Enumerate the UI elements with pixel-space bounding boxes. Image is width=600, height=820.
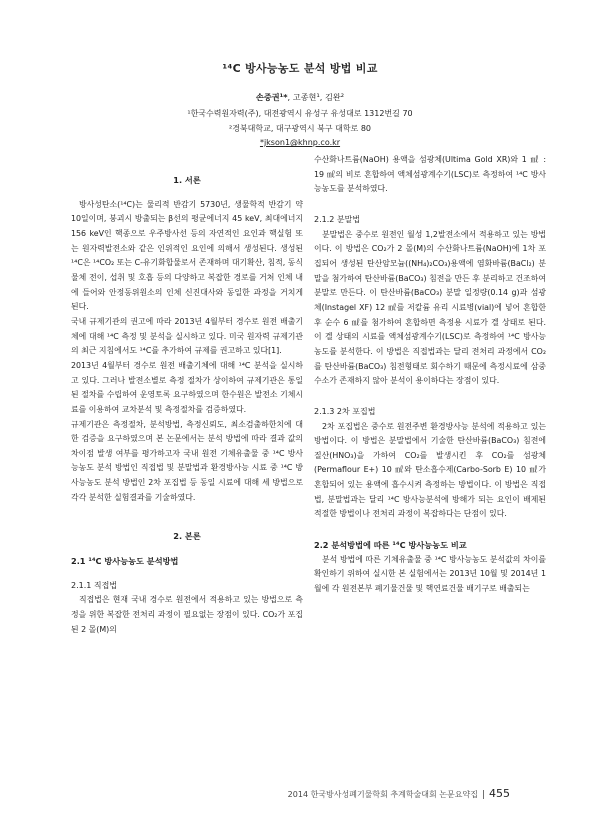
paragraph: 2013년 4월부터 경수로 원전 배출기체에 대해 ¹⁴C 분석을 실시하고 있다. 그러나 발전소별로 측정 절차가 상이하여 규제기관은 통일된 절차를 수립하여 운영토록 요구하였으며 한수원은 발전소 기체시료를 이용하여 교차분석 및 측정절차를 검증하였다. [71,360,303,414]
footer-text: 2014 한국방사성폐기물학회 추계학술대회 논문요약집 [287,790,478,799]
subsection-heading-2-2: 2.2 분석방법에 따른 ¹⁴C 방사능농도 비교 [314,540,467,551]
paragraph: 분석 방법에 따른 기체유출물 중 ¹⁴C 방사능농도 분석값의 차이를 확인하기 위하여 실시한 본 실험에서는 2013년 10월 및 2014년 1월에 각 원전본부 폐기물건물 및 핵연료건물 배기구로 배출되는 [314,554,546,594]
paragraph: 분말법은 중수로 원전인 월성 1,2발전소에서 적용하고 있는 방법이다. 이 방법은 CO₂가 2 몰(M)의 수산화나트륨(NaOH)에 1차 포집되어 생성된 탄산암모늄((NH₄)₂CO₃)용액에 염화바륨(BaCl₂) 분말을 첨가하여 탄산바륨(BaCO₃) 침전을 만든 후 분리하고 건조하여 분말로 만든다. 이 탄산바륨(BaCO₃) 분말 일정량(0.14 g)과 섬광체(Instagel XF) 12 ㎖를 저칼륨 유리 시료병(vial)에 넣어 혼합한 후 순수 6 ㎖를 첨가하여 혼합하면 측정용 시료가 겔 상태로 된다. 이 겔 상태의 시료를 액체섬광계수기(LSC)로 측정하여 ¹⁴C 방사능농도를 분석한다. 이 방법은 직접법과는 달리 전처리 과정에서 CO₂를 탄산바륨(BaCO₃) 침전형태로 회수하기 때문에 측정시료에 삼중수소가 존재하지 않아 분석이 용이하다는 장점이 있다. [314,229,546,386]
footer-separator: | [481,790,485,800]
subsubsection-heading-2-1-3: 2.1.3 2차 포집법 [314,406,376,416]
paragraph: 규제기관은 측정절차, 분석방법, 측정신뢰도, 최소검출하한치에 대한 검증을 요구하였으며 본 논문에서는 분석 방법에 따라 결과 값의 차이점 발생 여부를 평가하고자 국내 원전 기체유출물 중 ¹⁴C 방사능농도 분석 방법인 직접법 및 분말법과 환경방사능 시료 중 ¹⁴C 방사능농도 분석 방법인 2차 포집법 등 동일 시료에 대해 세 방법으로 각각 분석한 실험결과를 기술하였다. [71,419,303,502]
subsection-heading-2-1: 2.1 ¹⁴C 방사능농도 분석방법 [71,556,179,567]
left-column [71,173,303,637]
lead-author: 손중권¹* [255,92,288,102]
corresponding-email[interactable]: *jkson1@khnp.co.kr [259,138,341,147]
right-column [314,153,546,597]
paragraph: 2차 포집법은 중수로 원전주변 환경방사능 분석에 적용하고 있는 방법이다. 이 방법은 분말법에서 기술한 탄산바륨(BaCO₃) 침전에 질산(HNO₃)을 가하여 CO₂를 발생시킨 후 CO₂를 섬광체(Permaflour E+) 10 ㎖와 탄소흡수제(Carbo-Sorb E) 10 ㎖가 혼합되어 있는 용액에 흡수시켜 측정하는 방법이다. 이 방법은 직접법, 분말법과는 달리 ¹⁴C 방사능분석에 방해가 되는 요인이 배제된 적절한 방법이나 전처리 과정이 복잡하다는 단점이 있다. [314,421,546,519]
author-line [0,92,600,103]
subsubsection-heading-2-1-2: 2.1.2 분말법 [314,214,361,224]
co-authors: , 고종현¹, 김완² [287,92,345,102]
subsubsection-heading-2-1-1: 2.1.1 직접법 [71,580,118,590]
paragraph: 방사성탄소(¹⁴C)는 물리적 반감기 5730년, 생물학적 반감기 약 10일이며, 붕괴시 방출되는 β선의 평균에너지 45 keV, 최대에너지 156 keV인 핵종으로 우주방사선 등의 자연적인 요인과 핵실험 또는 원자력발전소와 같은 인위적인 요인에 의해서 생성된다. 생성된 ¹⁴C은 ¹⁴CO₂ 또는 C-유기화합물로서 존재하며 대기확산, 침적, 동식물체 전이, 섭취 및 호흡 등의 다양하고 복잡한 경로를 거쳐 인체 내에 들어와 안정동위원소의 인체 신진대사와 동일한 과정을 거치게 된다. [71,199,303,312]
page-footer [288,787,510,800]
affiliation-2: ²경북대학교, 대구광역시 북구 대학로 80 [228,124,372,133]
page-number: 455 [489,787,510,800]
paper-title: ¹⁴C 방사능농도 분석 방법 비교 [222,62,378,75]
section-heading-body: 2. 본론 [173,531,201,542]
paragraph: 직접법은 현재 국내 경수로 원전에서 적용하고 있는 방법으로 측정을 위한 복잡한 전처리 과정이 필요없는 장점이 있다. CO₂가 포집된 2 몰(M)의 [71,595,303,634]
affiliation-1: ¹한국수력원자력(주), 대전광역시 유성구 유성대로 1312번길 70 [187,109,413,118]
section-heading-introduction: 1. 서론 [173,175,201,185]
paragraph: 수산화나트륨(NaOH) 용액을 섬광체(Ultima Gold XR)와 1 ㎖ : 19 ㎖의 비로 혼합하여 액체섬광계수기(LSC)로 측정하여 ¹⁴C 방사능농도를 분석하였다. [314,155,546,194]
paragraph: 국내 규제기관의 권고에 따라 2013년 4월부터 경수로 원전 배출기체에 대해 ¹⁴C 측정 및 분석을 실시하고 있다. 미국 원자력 규제기관의 최근 지침에서도 ¹⁴C를 추가하여 규제를 권고하고 있다[1]. [71,316,303,356]
